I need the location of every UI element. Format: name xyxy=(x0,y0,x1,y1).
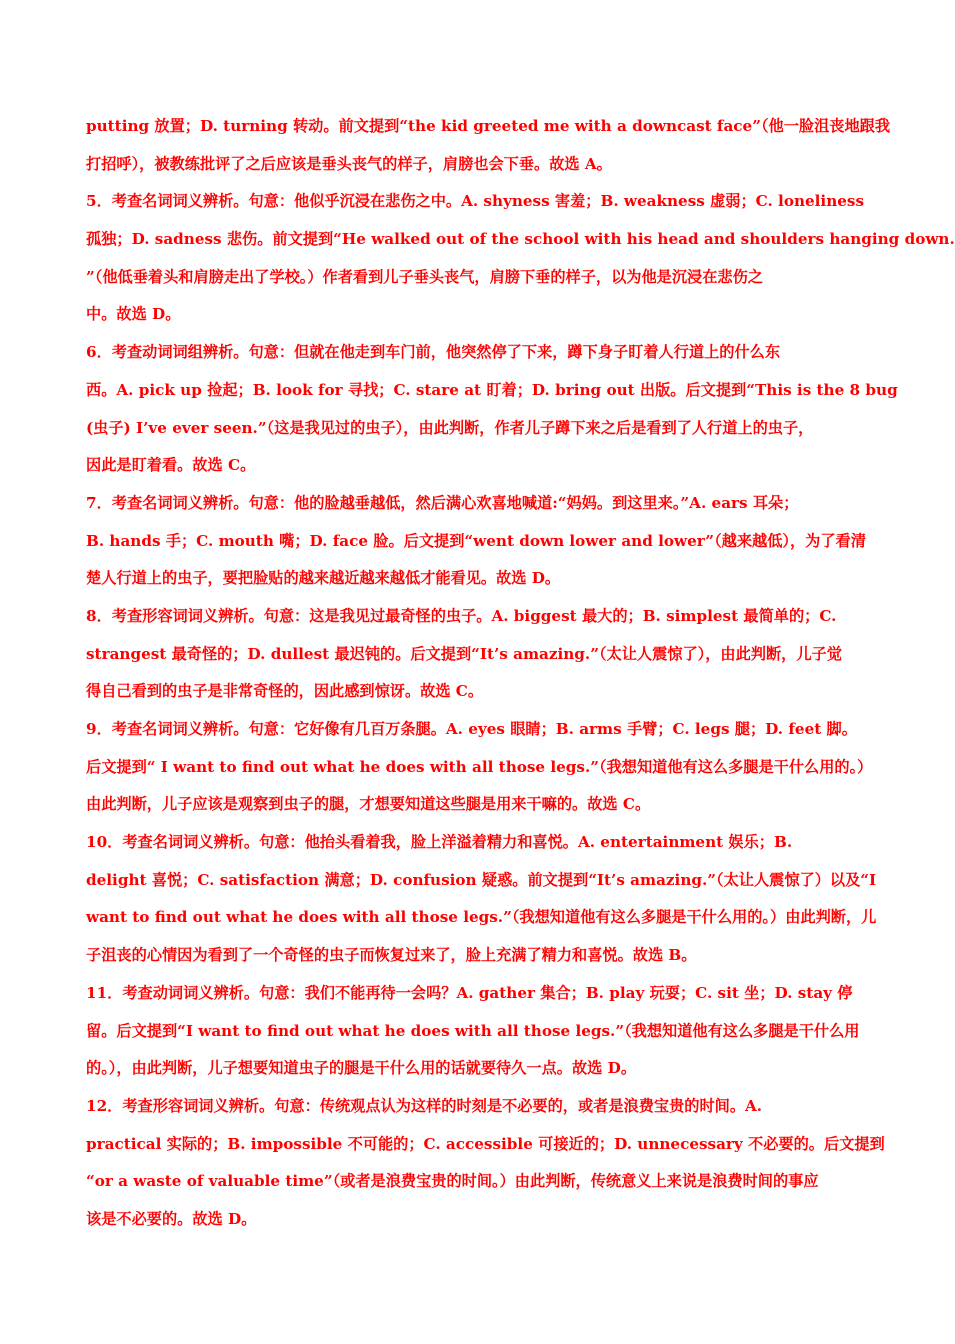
text-line: 9．考查名词词义辨析。句意：它好像有几百万条腿。A. eyes 眼睛；B. arms 手臂；C. legs 腿；D. feet 脚。 xyxy=(86,720,857,738)
text-line: 孤独；D. sadness 悲伤。前文提到“He walked out of the school with his head and shoulders hanging down. xyxy=(86,230,955,249)
text-line: 的。），由此判断，儿子想要知道虫子的腿是干什么用的话就要待久一点。故选 D。 xyxy=(86,1059,637,1078)
text-line: 11．考查动词词义辨析。句意：我们不能再待一会吗？A. gather 集合；B. play 玩耍；C. sit 坐；D. stay 停 xyxy=(86,983,853,1002)
text-line: B. hands 手；C. mouth 嘴；D. face 脸。后文提到“went down lower and lower”（越来越低），为了看清 xyxy=(86,531,866,550)
text-line: “or a waste of valuable time”（或者是浪费宝贵的时间。）由此判断，传统意义上来说是浪费时间的事应 xyxy=(86,1172,819,1191)
text-line: 5．考查名词词义辨析。句意：他似乎沉浸在悲伤之中。A. shyness 害羞；B. weakness 虚弱；C. loneliness xyxy=(86,192,865,211)
text-line: (虫子) I’ve ever seen.”（这是我见过的虫子），由此判断，作者儿子蹲下来之后是看到了人行道上的虫子， xyxy=(86,418,814,437)
text-line: practical 实际的；B. impossible 不可能的；C. accessible 可接近的；D. unnecessary 不必要的。后文提到 xyxy=(86,1134,885,1153)
text-line: 留。后文提到“I want to find out what he does with all those legs.”（我想知道他有这么多腿是干什么用 xyxy=(86,1021,860,1040)
text-line: 12．考查形容词词义辨析。句意：传统观点认为这样的时刻是不必要的，或者是浪费宝贵的时间。A. xyxy=(86,1096,763,1115)
text-line: strangest 最奇怪的；D. dullest 最迟钝的。后文提到“It’s amazing.”（太让人震惊了），由此判断，儿子觉 xyxy=(86,644,842,663)
text-line: putting 放置；D. turning 转动。前文提到“the kid greeted me with a downcast face”（他一脸沮丧地跟我 xyxy=(86,117,891,135)
text-line: 10．考查名词词义辨析。句意：他抬头看着我，脸上洋溢着精力和喜悦。A. entertainment 娱乐；B. xyxy=(86,833,793,852)
answer-explanation-text xyxy=(86,108,955,1239)
text-line: 8．考查形容词词义辨析。句意：这是我见过最奇怪的虫子。A. biggest 最大的；B. simplest 最简单的；C. xyxy=(86,606,837,625)
text-line: 该是不必要的。故选 D。 xyxy=(86,1209,257,1228)
text-line: 得自己看到的虫子是非常奇怪的，因此感到惊讶。故选 C。 xyxy=(86,682,484,701)
text-line: want to find out what he does with all those legs.”（我想知道他有这么多腿是干什么用的。）由此判断，儿 xyxy=(86,908,877,927)
text-line: 西。A. pick up 捡起；B. look for 寻找；C. stare at 盯着；D. bring out 出版。后文提到“This is the 8 bug xyxy=(86,380,898,399)
text-line: 7．考查名词词义辨析。句意：他的脸越垂越低，然后满心欢喜地喊道:“妈妈。到这里来。”A. ears 耳朵； xyxy=(86,493,799,512)
text-line: 由此判断，儿子应该是观察到虫子的腿，才想要知道这些腿是用来干嘛的。故选 C。 xyxy=(86,795,651,814)
text-line: 楚人行道上的虫子，要把脸贴的越来越近越来越低才能看见。故选 D。 xyxy=(86,569,561,588)
text-line: 因此是盯着看。故选 C。 xyxy=(86,456,256,475)
text-line: ”（他低垂着头和肩膀走出了学校。）作者看到儿子垂头丧气，肩膀下垂的样子，以为他是沉浸在悲伤之 xyxy=(86,267,763,286)
text-line: 后文提到“ I want to find out what he does with all those legs.”（我想知道他有这么多腿是干什么用的。） xyxy=(86,757,873,776)
text-line: 中。故选 D。 xyxy=(86,305,181,324)
text-line: 子沮丧的心情因为看到了一个奇怪的虫子而恢复过来了，脸上充满了精力和喜悦。故选 B。 xyxy=(86,946,697,965)
text-line: 打招呼），被教练批评了之后应该是垂头丧气的样子，肩膀也会下垂。故选 A。 xyxy=(86,154,612,173)
text-line: delight 喜悦；C. satisfaction 满意；D. confusion 疑惑。前文提到“It’s amazing.”（太让人震惊了）以及“I xyxy=(86,870,877,889)
text-line: 6．考查动词词组辨析。句意：但就在他走到车门前，他突然停了下来，蹲下身子盯着人行道上的什么东 xyxy=(86,343,781,362)
